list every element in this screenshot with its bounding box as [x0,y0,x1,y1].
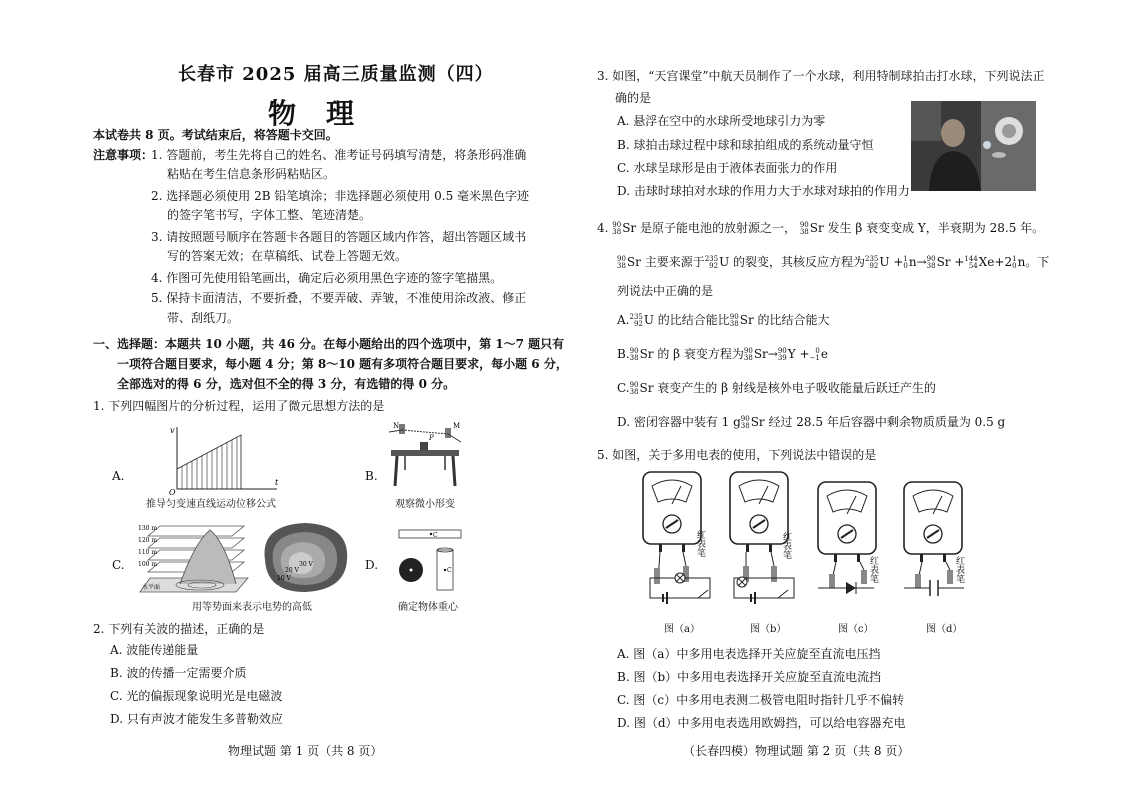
q4-stem-line1: 4. 90 38 Sr 是原子能电池的放射源之一， 90 38 Sr 发生 β 衰变变成 Y，半衰期为 28.5 年。 [597,220,1045,236]
volt-10: 10 V [277,575,291,582]
q3-option-d: D. 击球时球拍对水球的作用力大于水球对球拍的作用力 [617,184,910,198]
q1-label-b: B. [365,469,378,483]
section1-line1: 一、选择题：本题共 10 小题，共 46 分。在每小题给出的四个选项中，第 1～7 题只有 [93,337,565,351]
exam-title: 长春市 2025 届高三质量监测（四） [178,64,494,85]
q1-label-c: C. [112,558,125,572]
vt-origin: O [169,488,176,497]
micro-deformation-figure [385,420,465,490]
fig-b-label: 图（b） [750,624,787,635]
section1-line2: 一项符合题目要求，每小题 4 分；第 8～10 题有多项符合题目要求，每小题 6 分， [117,357,568,371]
vt-graph-figure [165,423,285,495]
probe-label-c: 红表笔 [868,556,878,583]
equipotential-figure [255,520,355,594]
height-130: 130 m [138,525,158,532]
q3-option-b: B. 球拍击球过程中球和球拍组成的系统动量守恒 [617,138,874,152]
notice-1: 1. 答题前，考生先将自己的姓名、准考证号码填写清楚，将条形码准确 [151,148,527,162]
q2-option-b: B. 波的传播一定需要介质 [110,666,247,680]
left-footer: 物理试题 第 1 页（共 8 页） [228,744,383,758]
q3-stem-line2: 确的是 [615,91,652,105]
q4-option-d: D. 密闭容器中装有 1 g 90 38 Sr 经过 28.5 年后容器中剩余物质质量为 0.5 g [617,414,1006,430]
q3-stem-line1: 3. 如图，“天宫课堂”中航天员制作了一个水球，利用特制球拍击打水球，下列说法正 [597,69,1045,83]
q2-option-a: A. 波能传递能量 [110,643,199,657]
volt-0: 0 V [269,585,280,592]
height-110: 110 m [138,549,158,556]
q4-option-b: B. 90 38 Sr 的 β 衰变方程为 90 38 Sr→ 90 39 Y + 0 −1 e [617,346,828,362]
section1-line3: 全部选对的得 6 分，选对但不全的得 3 分，有选错的得 0 分。 [117,377,456,391]
sr-nuclide: 90 38 [926,254,936,270]
q3-option-a: A. 悬浮在空中的水球所受地球引力为零 [617,114,826,128]
q1-label-d: D. [365,558,379,572]
q4-option-a: A. 235 92 U 的比结合能比 90 38 Sr 的比结合能大 [617,312,830,328]
q1-label-a: A. [112,469,125,483]
volt-30: 30 V [299,561,313,568]
vt-axis-v: v [170,426,175,435]
q1-caption-c: 用等势面来表示电势的高低 [192,602,312,613]
center-label-cyl: C [447,567,452,574]
sr-nuclide: 90 38 [799,220,809,236]
q2-option-c: C. 光的偏振现象说明光是电磁波 [110,689,283,703]
q5-option-c: C. 图（c）中多用电表测二极管电阻时指针几乎不偏转 [617,693,905,707]
notice-label: 注意事项： [93,148,154,162]
fig-a-label: 图（a） [664,624,700,635]
sea-level: 水平面 [142,584,161,591]
notice-3-cont: 写的答案无效；在草稿纸、试卷上答题无效。 [167,249,408,263]
q4-stem-line3: 列说法中正确的是 [617,284,714,298]
notice-5: 5. 保持卡面清洁，不要折叠，不要弄破、弄皱，不准使用涂改液、修正 [151,291,527,305]
fig-c-label: 图（c） [838,624,874,635]
center-label-bar: C [433,532,438,539]
u-nuclide: 235 92 [704,254,719,270]
fig-d-label: 图（d） [926,624,963,635]
label-m: M [453,422,461,430]
q1-stem: 1. 下列四幅图片的分析过程，运用了微元思想方法的是 [93,399,385,413]
height-120: 120 m [138,537,158,544]
contour-planes-figure [140,522,250,596]
notice-4: 4. 作图可先使用铅笔画出，确定后必须用黑色字迹的签字笔描黑。 [151,271,503,285]
q4-stem-line2: 90 38 Sr 主要来源于 235 92 U 的裂变，其核反应方程为 235 92 U + 1 0 n→ 90 38 Sr + 144 54 Xe+2 1 0 n。下 [617,254,1050,270]
notice-2-cont: 的签字笔书写，字体工整、笔迹清楚。 [167,208,372,222]
label-p: P [429,434,434,442]
q5-stem: 5. 如图，关于多用电表的使用，下列说法中错误的是 [597,448,877,462]
q1-caption-a: 推导匀变速直线运动位移公式 [146,499,276,510]
right-footer: （长春四模）物理试题 第 2 页（共 8 页） [683,744,910,758]
sr-nuclide: 90 38 [617,254,626,270]
probe-label-a: 红表笔 [695,530,705,557]
q2-option-d: D. 只有声波才能发生多普勒效应 [110,712,283,726]
vt-axis-t: t [275,478,279,487]
space-station-photo [911,101,1036,191]
q1-caption-b: 观察微小形变 [395,499,455,510]
u-nuclide: 235 92 [865,254,879,270]
notice-2: 2. 选择题必须使用 2B 铅笔填涂；非选择题必须使用 0.5 毫米黑色字迹 [151,189,530,203]
q2-stem: 2. 下列有关波的描述，正确的是 [93,622,265,636]
neutron-nuclide: 1 0 [1012,254,1017,270]
q1-caption-d: 确定物体重心 [398,602,458,613]
neutron-nuclide: 1 0 [903,254,908,270]
center-of-mass-figure [395,528,465,594]
height-100: 100 m [138,561,158,568]
subject-title: 物理 [268,97,385,130]
notice-3: 3. 请按照题号顺序在答题卡各题目的答题区域内作答，超出答题区域书 [151,230,527,244]
label-n: N [393,422,400,430]
notice-1-cont: 粘贴在考生信息条形码粘贴区。 [167,167,336,181]
q5-option-d: D. 图（d）中多用电表选用欧姆挡，可以给电容器充电 [617,716,906,730]
q5-option-b: B. 图（b）中多用电表选择开关应旋至直流电流挡 [617,670,882,684]
sr-nuclide: 90 38 [612,220,622,236]
q3-option-c: C. 水球呈球形是由于液体表面张力的作用 [617,161,838,175]
q4-option-c: C. 90 38 Sr 衰变产生的 β 射线是核外电子吸收能量后跃迁产生的 [617,380,936,396]
q5-option-a: A. 图（a）中多用电表选择开关应旋至直流电压挡 [617,647,881,661]
xe-nuclide: 144 54 [964,254,978,270]
probe-label-b: 红表笔 [781,532,791,559]
q4-number: 4. [597,221,609,235]
volt-20: 20 V [285,567,299,574]
exam-intro: 本试卷共 8 页。考试结束后，将答题卡交回。 [93,128,338,142]
notice-5-cont: 带、刮纸刀。 [167,311,240,325]
probe-label-d: 红表笔 [954,556,964,583]
multimeter-figures [628,470,1028,610]
